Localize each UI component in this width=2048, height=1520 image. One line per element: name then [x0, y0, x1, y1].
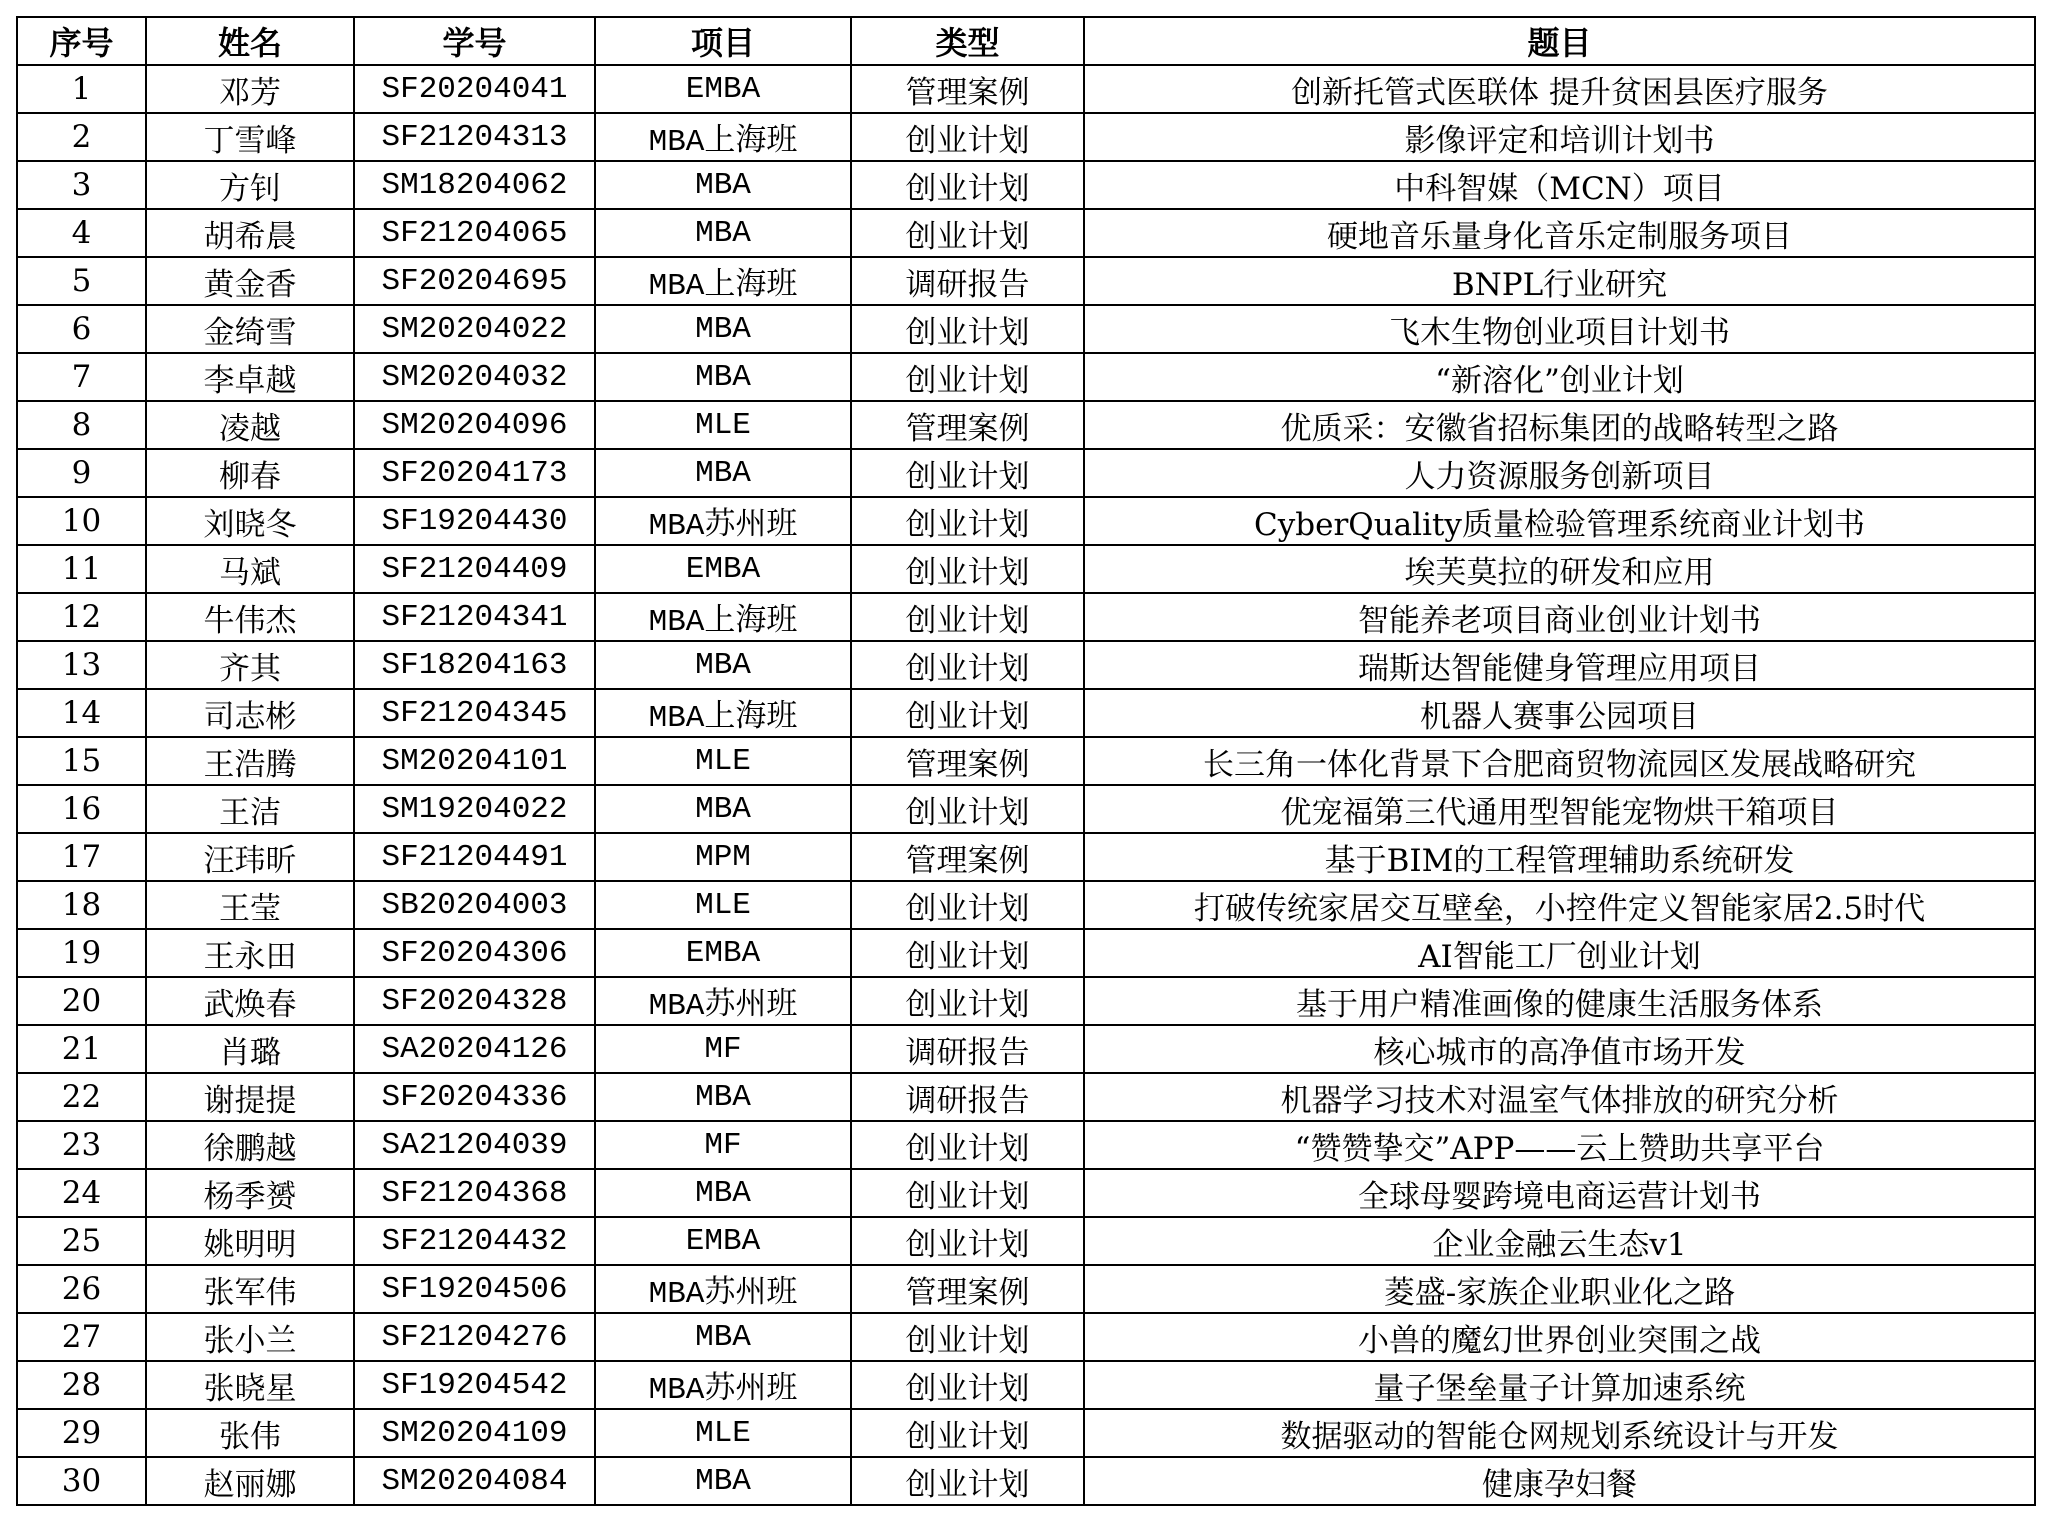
table-row — [17, 1217, 2035, 1265]
cell-index: 13 — [17, 641, 146, 689]
cell-title: 数据驱动的智能仓网规划系统设计与开发 — [1084, 1409, 2035, 1457]
cell-student-id: SF21204276 — [354, 1313, 595, 1361]
cell-name: 肖璐 — [146, 1025, 354, 1073]
table-row — [17, 449, 2035, 497]
table-row — [17, 545, 2035, 593]
header-type: 类型 — [851, 17, 1084, 65]
cell-title: 机器人赛事公园项目 — [1084, 689, 2035, 737]
cell-index: 8 — [17, 401, 146, 449]
cell-index: 9 — [17, 449, 146, 497]
cell-program: MBA — [595, 161, 851, 209]
cell-title: “新溶化”创业计划 — [1084, 353, 2035, 401]
cell-type: 创业计划 — [851, 161, 1084, 209]
cell-program: MBA — [595, 305, 851, 353]
cell-index: 23 — [17, 1121, 146, 1169]
cell-index: 6 — [17, 305, 146, 353]
cell-student-id: SA21204039 — [354, 1121, 595, 1169]
cell-program: MBA — [595, 785, 851, 833]
cell-name: 张晓星 — [146, 1361, 354, 1409]
cell-student-id: SM18204062 — [354, 161, 595, 209]
cell-student-id: SB20204003 — [354, 881, 595, 929]
table-row — [17, 593, 2035, 641]
cell-name: 张伟 — [146, 1409, 354, 1457]
cell-title: 飞木生物创业项目计划书 — [1084, 305, 2035, 353]
table-row — [17, 977, 2035, 1025]
cell-program: MLE — [595, 737, 851, 785]
cell-index: 1 — [17, 65, 146, 113]
cell-type: 创业计划 — [851, 545, 1084, 593]
cell-index: 12 — [17, 593, 146, 641]
cell-program: MBA — [595, 209, 851, 257]
cell-index: 16 — [17, 785, 146, 833]
cell-type: 创业计划 — [851, 1217, 1084, 1265]
cell-type: 创业计划 — [851, 1409, 1084, 1457]
cell-name: 王洁 — [146, 785, 354, 833]
cell-program: MBA上海班 — [595, 257, 851, 305]
cell-type: 创业计划 — [851, 497, 1084, 545]
cell-name: 牛伟杰 — [146, 593, 354, 641]
cell-index: 4 — [17, 209, 146, 257]
cell-name: 姚明明 — [146, 1217, 354, 1265]
cell-index: 5 — [17, 257, 146, 305]
cell-type: 创业计划 — [851, 1313, 1084, 1361]
cell-student-id: SF19204542 — [354, 1361, 595, 1409]
table-row — [17, 1457, 2035, 1505]
cell-student-id: SF19204506 — [354, 1265, 595, 1313]
cell-program: EMBA — [595, 929, 851, 977]
cell-program: MBA — [595, 1169, 851, 1217]
cell-type: 调研报告 — [851, 1073, 1084, 1121]
cell-index: 22 — [17, 1073, 146, 1121]
cell-title: 全球母婴跨境电商运营计划书 — [1084, 1169, 2035, 1217]
table-row — [17, 1073, 2035, 1121]
cell-student-id: SM20204022 — [354, 305, 595, 353]
cell-program: MBA上海班 — [595, 593, 851, 641]
cell-title: 小兽的魔幻世界创业突围之战 — [1084, 1313, 2035, 1361]
cell-program: MBA苏州班 — [595, 497, 851, 545]
table-row — [17, 161, 2035, 209]
cell-student-id: SF18204163 — [354, 641, 595, 689]
cell-name: 徐鹏越 — [146, 1121, 354, 1169]
cell-title: 影像评定和培训计划书 — [1084, 113, 2035, 161]
table-row — [17, 881, 2035, 929]
cell-name: 刘晓冬 — [146, 497, 354, 545]
cell-program: MLE — [595, 401, 851, 449]
cell-program: MBA — [595, 1457, 851, 1505]
cell-title: 优宠福第三代通用型智能宠物烘干箱项目 — [1084, 785, 2035, 833]
cell-name: 胡希晨 — [146, 209, 354, 257]
cell-student-id: SF20204328 — [354, 977, 595, 1025]
table-row — [17, 305, 2035, 353]
cell-program: MPM — [595, 833, 851, 881]
cell-student-id: SF20204306 — [354, 929, 595, 977]
cell-name: 汪玮昕 — [146, 833, 354, 881]
cell-index: 19 — [17, 929, 146, 977]
cell-program: MBA — [595, 641, 851, 689]
cell-name: 王永田 — [146, 929, 354, 977]
cell-name: 方钊 — [146, 161, 354, 209]
table-body — [17, 65, 2035, 1505]
cell-name: 王莹 — [146, 881, 354, 929]
cell-type: 创业计划 — [851, 929, 1084, 977]
table-row — [17, 113, 2035, 161]
table-row — [17, 641, 2035, 689]
cell-program: MBA苏州班 — [595, 977, 851, 1025]
cell-program: MLE — [595, 881, 851, 929]
cell-index: 25 — [17, 1217, 146, 1265]
cell-type: 调研报告 — [851, 1025, 1084, 1073]
cell-index: 29 — [17, 1409, 146, 1457]
table-row — [17, 785, 2035, 833]
cell-student-id: SF21204368 — [354, 1169, 595, 1217]
table-row — [17, 1025, 2035, 1073]
cell-title: 基于BIM的工程管理辅助系统研发 — [1084, 833, 2035, 881]
cell-type: 管理案例 — [851, 833, 1084, 881]
cell-name: 齐其 — [146, 641, 354, 689]
cell-student-id: SA20204126 — [354, 1025, 595, 1073]
cell-student-id: SF21204065 — [354, 209, 595, 257]
cell-type: 创业计划 — [851, 689, 1084, 737]
table-row — [17, 1265, 2035, 1313]
cell-index: 30 — [17, 1457, 146, 1505]
cell-name: 李卓越 — [146, 353, 354, 401]
cell-student-id: SM20204096 — [354, 401, 595, 449]
header-title: 题目 — [1084, 17, 2035, 65]
table-row — [17, 497, 2035, 545]
table-row — [17, 401, 2035, 449]
table-row — [17, 1169, 2035, 1217]
cell-student-id: SF19204430 — [354, 497, 595, 545]
cell-type: 调研报告 — [851, 257, 1084, 305]
cell-title: 菱盛-家族企业职业化之路 — [1084, 1265, 2035, 1313]
table-row — [17, 1409, 2035, 1457]
cell-program: MBA上海班 — [595, 113, 851, 161]
header-student-id: 学号 — [354, 17, 595, 65]
cell-program: MBA — [595, 449, 851, 497]
cell-type: 管理案例 — [851, 65, 1084, 113]
cell-student-id: SF20204695 — [354, 257, 595, 305]
cell-index: 20 — [17, 977, 146, 1025]
header-program: 项目 — [595, 17, 851, 65]
cell-type: 管理案例 — [851, 737, 1084, 785]
cell-program: MBA苏州班 — [595, 1265, 851, 1313]
cell-name: 张军伟 — [146, 1265, 354, 1313]
cell-index: 14 — [17, 689, 146, 737]
table-row — [17, 353, 2035, 401]
cell-type: 创业计划 — [851, 305, 1084, 353]
cell-type: 创业计划 — [851, 881, 1084, 929]
cell-type: 创业计划 — [851, 209, 1084, 257]
cell-name: 司志彬 — [146, 689, 354, 737]
table-row — [17, 1361, 2035, 1409]
cell-title: 企业金融云生态v1 — [1084, 1217, 2035, 1265]
cell-type: 创业计划 — [851, 1121, 1084, 1169]
cell-program: MF — [595, 1025, 851, 1073]
cell-student-id: SF21204491 — [354, 833, 595, 881]
cell-title: CyberQuality质量检验管理系统商业计划书 — [1084, 497, 2035, 545]
cell-title: BNPL行业研究 — [1084, 257, 2035, 305]
cell-title: 人力资源服务创新项目 — [1084, 449, 2035, 497]
cell-type: 创业计划 — [851, 1361, 1084, 1409]
cell-index: 24 — [17, 1169, 146, 1217]
cell-title: 智能养老项目商业创业计划书 — [1084, 593, 2035, 641]
cell-index: 3 — [17, 161, 146, 209]
cell-name: 丁雪峰 — [146, 113, 354, 161]
cell-title: 长三角一体化背景下合肥商贸物流园区发展战略研究 — [1084, 737, 2035, 785]
table-row — [17, 929, 2035, 977]
cell-index: 26 — [17, 1265, 146, 1313]
cell-title: 机器学习技术对温室气体排放的研究分析 — [1084, 1073, 2035, 1121]
table-container — [16, 16, 2036, 1506]
cell-title: 瑞斯达智能健身管理应用项目 — [1084, 641, 2035, 689]
cell-name: 武焕春 — [146, 977, 354, 1025]
cell-type: 创业计划 — [851, 593, 1084, 641]
cell-name: 凌越 — [146, 401, 354, 449]
table-row — [17, 689, 2035, 737]
table-row — [17, 1121, 2035, 1169]
cell-program: MBA — [595, 1313, 851, 1361]
cell-student-id: SF21204409 — [354, 545, 595, 593]
cell-program: MBA上海班 — [595, 689, 851, 737]
header-row — [17, 17, 2035, 65]
cell-student-id: SF20204041 — [354, 65, 595, 113]
cell-name: 谢提提 — [146, 1073, 354, 1121]
table-row — [17, 737, 2035, 785]
cell-index: 18 — [17, 881, 146, 929]
cell-title: 量子堡垒量子计算加速系统 — [1084, 1361, 2035, 1409]
cell-type: 管理案例 — [851, 401, 1084, 449]
cell-student-id: SF21204313 — [354, 113, 595, 161]
cell-name: 赵丽娜 — [146, 1457, 354, 1505]
cell-title: 核心城市的高净值市场开发 — [1084, 1025, 2035, 1073]
cell-student-id: SM20204109 — [354, 1409, 595, 1457]
cell-name: 邓芳 — [146, 65, 354, 113]
cell-student-id: SF21204345 — [354, 689, 595, 737]
cell-index: 10 — [17, 497, 146, 545]
cell-index: 21 — [17, 1025, 146, 1073]
cell-student-id: SM20204084 — [354, 1457, 595, 1505]
cell-program: MLE — [595, 1409, 851, 1457]
cell-title: 健康孕妇餐 — [1084, 1457, 2035, 1505]
table-row — [17, 209, 2035, 257]
cell-student-id: SF20204173 — [354, 449, 595, 497]
cell-index: 15 — [17, 737, 146, 785]
cell-student-id: SM20204032 — [354, 353, 595, 401]
cell-program: EMBA — [595, 65, 851, 113]
cell-type: 管理案例 — [851, 1265, 1084, 1313]
cell-name: 柳春 — [146, 449, 354, 497]
cell-title: AI智能工厂创业计划 — [1084, 929, 2035, 977]
cell-index: 27 — [17, 1313, 146, 1361]
table-header — [17, 17, 2035, 65]
cell-type: 创业计划 — [851, 113, 1084, 161]
table-row — [17, 1313, 2035, 1361]
cell-index: 11 — [17, 545, 146, 593]
cell-index: 28 — [17, 1361, 146, 1409]
cell-index: 7 — [17, 353, 146, 401]
cell-program: EMBA — [595, 545, 851, 593]
table-row — [17, 65, 2035, 113]
cell-title: “赞赞挚交”APP——云上赞助共享平台 — [1084, 1121, 2035, 1169]
cell-program: MBA苏州班 — [595, 1361, 851, 1409]
cell-name: 杨季赟 — [146, 1169, 354, 1217]
cell-name: 王浩腾 — [146, 737, 354, 785]
header-name: 姓名 — [146, 17, 354, 65]
cell-student-id: SM20204101 — [354, 737, 595, 785]
cell-type: 创业计划 — [851, 785, 1084, 833]
cell-title: 硬地音乐量身化音乐定制服务项目 — [1084, 209, 2035, 257]
cell-title: 创新托管式医联体 提升贫困县医疗服务 — [1084, 65, 2035, 113]
cell-name: 黄金香 — [146, 257, 354, 305]
cell-index: 2 — [17, 113, 146, 161]
cell-name: 马斌 — [146, 545, 354, 593]
cell-student-id: SF21204341 — [354, 593, 595, 641]
cell-title: 优质采：安徽省招标集团的战略转型之路 — [1084, 401, 2035, 449]
cell-program: MF — [595, 1121, 851, 1169]
cell-title: 基于用户精准画像的健康生活服务体系 — [1084, 977, 2035, 1025]
cell-type: 创业计划 — [851, 1169, 1084, 1217]
table-row — [17, 833, 2035, 881]
cell-title: 打破传统家居交互壁垒，小控件定义智能家居2.5时代 — [1084, 881, 2035, 929]
cell-name: 金绮雪 — [146, 305, 354, 353]
cell-program: EMBA — [595, 1217, 851, 1265]
cell-program: MBA — [595, 1073, 851, 1121]
header-index: 序号 — [17, 17, 146, 65]
cell-type: 创业计划 — [851, 641, 1084, 689]
cell-type: 创业计划 — [851, 1457, 1084, 1505]
cell-student-id: SF21204432 — [354, 1217, 595, 1265]
table-row — [17, 257, 2035, 305]
cell-title: 埃芙莫拉的研发和应用 — [1084, 545, 2035, 593]
cell-title: 中科智媒（MCN）项目 — [1084, 161, 2035, 209]
cell-type: 创业计划 — [851, 353, 1084, 401]
cell-student-id: SF20204336 — [354, 1073, 595, 1121]
cell-student-id: SM19204022 — [354, 785, 595, 833]
cell-index: 17 — [17, 833, 146, 881]
cell-program: MBA — [595, 353, 851, 401]
cell-type: 创业计划 — [851, 977, 1084, 1025]
cell-name: 张小兰 — [146, 1313, 354, 1361]
student-project-table — [16, 16, 2036, 1506]
cell-type: 创业计划 — [851, 449, 1084, 497]
